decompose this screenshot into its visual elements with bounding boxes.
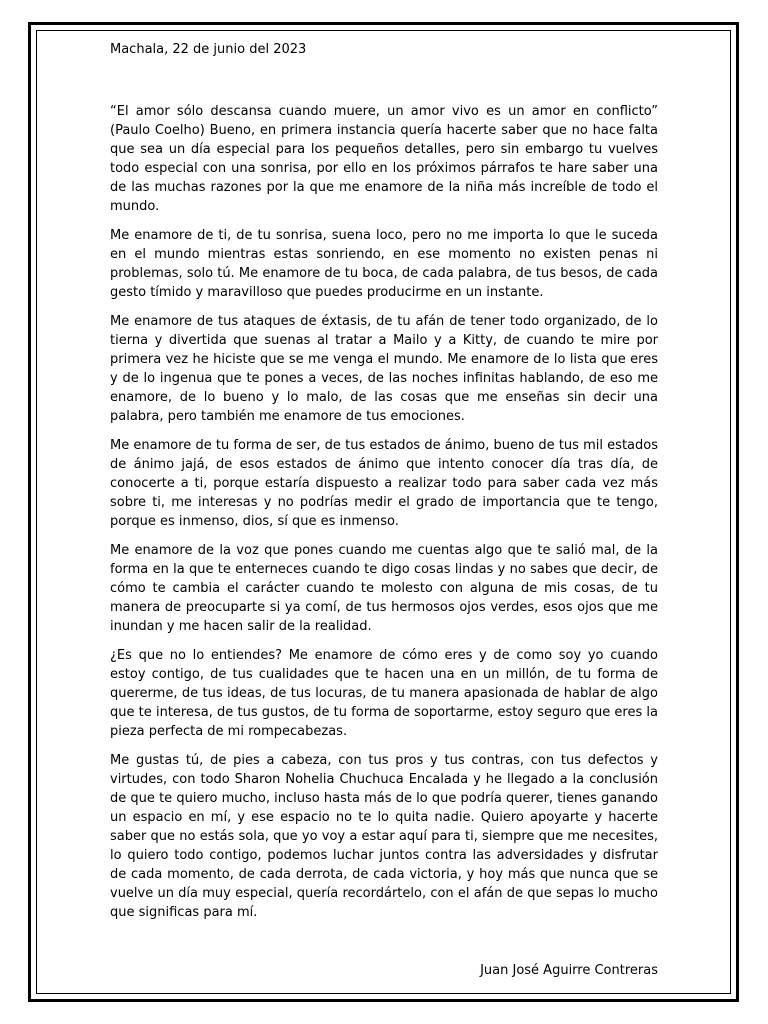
signature: Juan José Aguirre Contreras: [480, 963, 658, 978]
paragraph-6: ¿Es que no lo entiendes? Me enamore de cómo eres y de como soy yo cuando estoy contigo, de tus cualidades que te hacen una en un millón, de tu forma de quererme, de tus ideas, de tus locuras, de tu manera apasionada de hablar de algo que te interesa, de tus gustos, de tu forma de soportarme, estoy seguro que eres la pieza perfecta de mi rompecabezas.: [110, 648, 658, 739]
date-line: Machala, 22 de junio del 2023: [110, 42, 307, 57]
paragraph-5: Me enamore de la voz que pones cuando me cuentas algo que te salió mal, de la forma en la que te enterneces cuando te digo cosas lindas y no sabes que decir, de cómo te cambia el carácter cuando te molesto con alguna de mis cosas, de tu manera de preocuparte si ya comí, de tus hermosos ojos verdes, esos ojos que me inundan y me hacen salir de la realidad.: [110, 543, 658, 634]
paragraph-3: Me enamore de tus ataques de éxtasis, de tu afán de tener todo organizado, de lo tierna y divertida que suenas al tratar a Mailo y a Kitty, de cuando te mire por primera vez he hiciste que se me venga el mundo. Me enamore de lo lista que eres y de lo ingenua que te pones a veces, de las noches infinitas hablando, de eso me enamore, de lo bueno y lo malo, de las cosas que me enseñas sin decir una palabra, pero también me enamore de tus emociones.: [110, 314, 658, 424]
paragraph-1: “El amor sólo descansa cuando muere, un amor vivo es un amor en conflicto” (Paulo Coelho) Bueno, en primera instancia quería hacerte saber que no hace falta que sea un día especial para los pequeños detalles, pero sin embargo tu vuelves todo especial con una sonrisa, por ello en los próximos párrafos te hare saber una de las muchas razones por la que me enamore de la niña más increíble de todo el mundo.: [110, 104, 658, 214]
paragraph-2: Me enamore de ti, de tu sonrisa, suena loco, pero no me importa lo que le suceda en el mundo mientras estas sonriendo, en ese momento no existen penas ni problemas, solo tú. Me enamore de tu boca, de cada palabra, de tus besos, de cada gesto tímido y maravilloso que puedes producirme en un instante.: [110, 228, 658, 300]
paragraph-4: Me enamore de tu forma de ser, de tus estados de ánimo, bueno de tus mil estados de ánimo jajá, de esos estados de ánimo que intento conocer día tras día, de conocerte a ti, porque estaría dispuesto a realizar todo para saber cada vez más sobre ti, me interesas y no podrías medir el grado de importancia que te tengo, porque es inmenso, dios, sí que es inmenso.: [110, 438, 658, 529]
letter-body: [110, 40, 658, 932]
paragraph-7: Me gustas tú, de pies a cabeza, con tus pros y tus contras, con tus defectos y virtudes, con todo Sharon Nohelia Chuchuca Encalada y he llegado a la conclusión de que te quiero mucho, incluso hasta más de lo que podría querer, tienes ganando un espacio en mí, y ese espacio no te lo quita nadie. Quiero apoyarte y hacerte saber que no estás sola, que yo voy a estar aquí para ti, siempre que me necesites, lo quiero todo contigo, podemos luchar juntos contra las adversidades y disfrutar de cada momento, de cada derrota, de cada victoria, y hoy más que nunca que se vuelve un día muy especial, quería recordártelo, con el afán de que sepas lo mucho que significas para mí.: [110, 753, 658, 920]
